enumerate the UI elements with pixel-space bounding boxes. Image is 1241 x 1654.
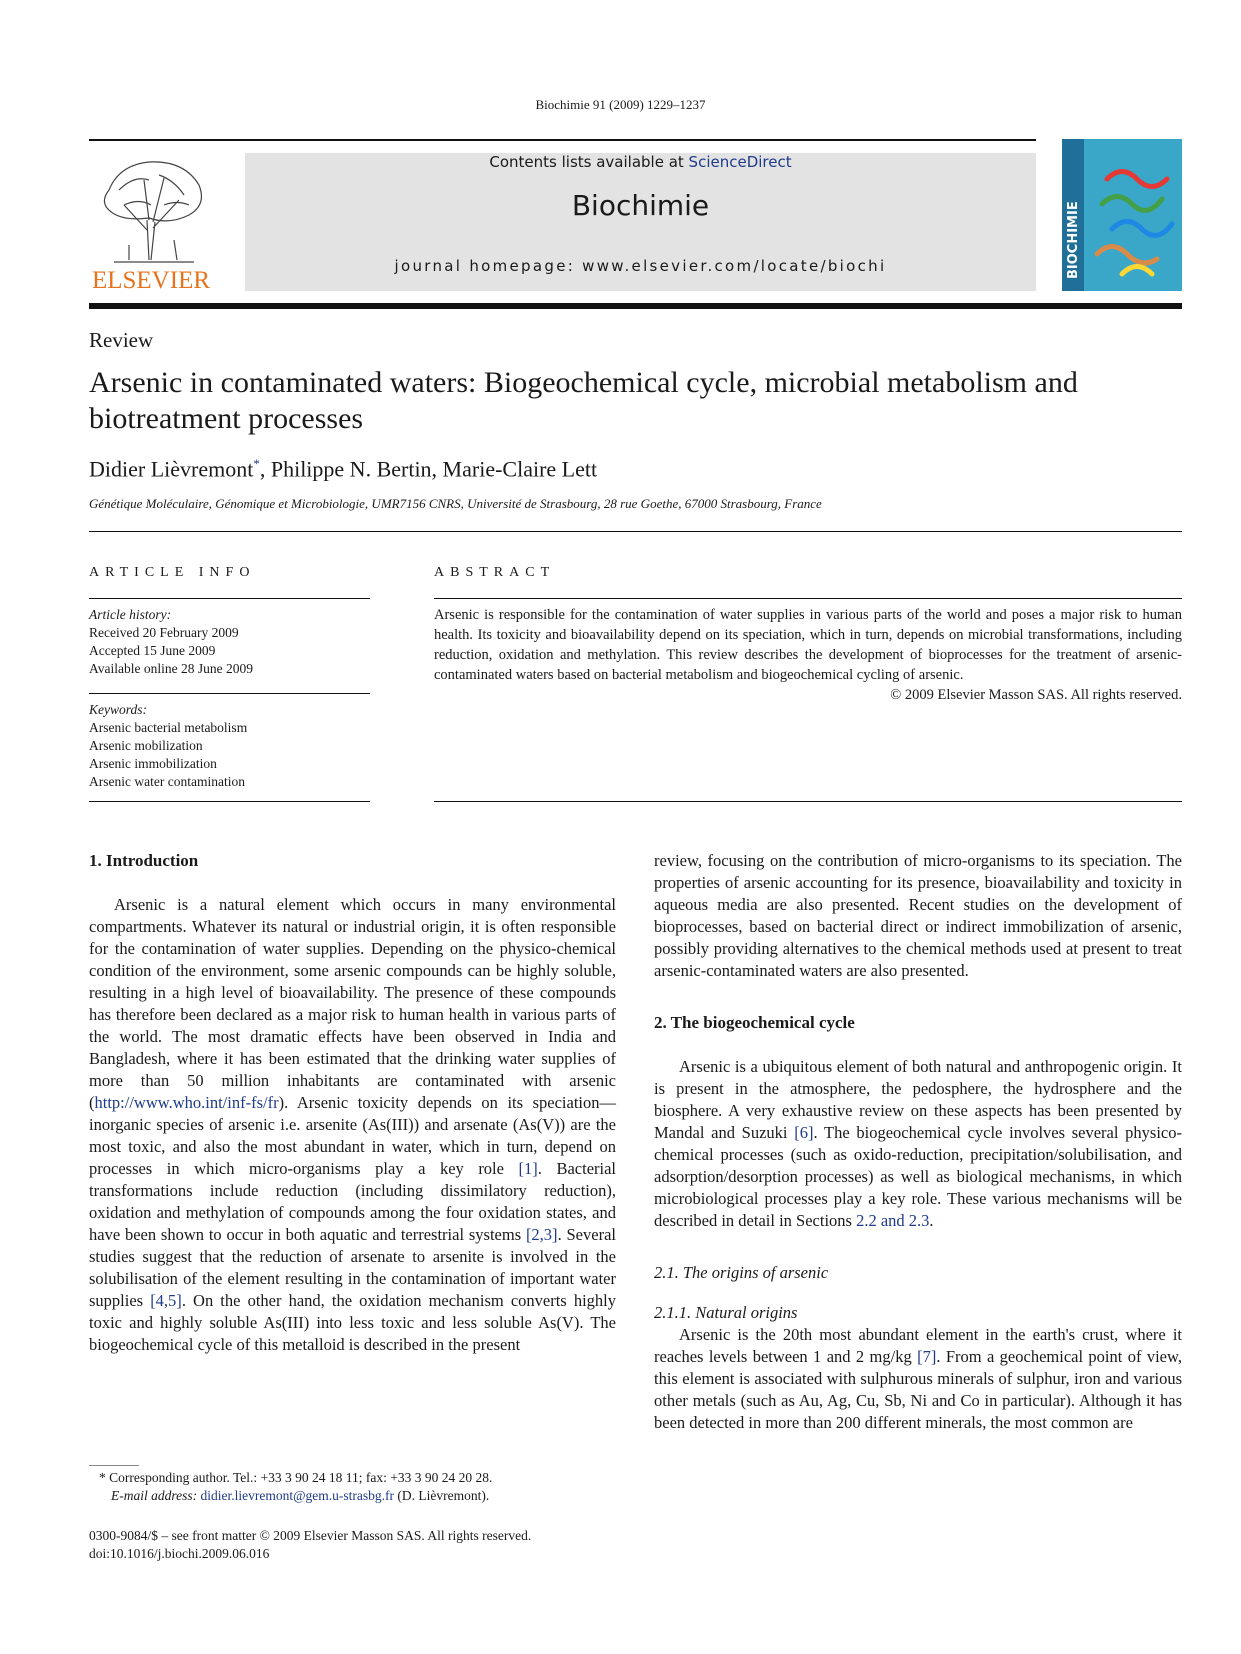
email-link[interactable]: didier.lievremont@gem.u-strasbg.fr	[200, 1488, 395, 1503]
journal-name: Biochimie	[571, 189, 710, 222]
sciencedirect-link[interactable]: ScienceDirect	[688, 153, 792, 171]
affiliation: Génétique Moléculaire, Génomique et Microbiologie, UMR7156 CNRS, Université de Strasbourg, 28 rue Goethe, 67000 Strasbourg, France	[89, 496, 822, 511]
header-thick-rule	[89, 303, 1182, 309]
divider	[89, 693, 370, 694]
article-title: Arsenic in contaminated waters: Biogeochemical cycle, microbial metabolism and biotreatment processes	[89, 366, 1078, 435]
section-link[interactable]: 2.2 and 2.3	[856, 1211, 930, 1230]
divider	[434, 598, 1182, 599]
paragraph: review, focusing on the contribution of micro-organisms to its speciation. The properties of arsenic accounting for its presence, bioavailability and toxicity in aqueous media are also presented. Recent studies on the development of bioprocesses, based on bacterial direct or indirect immobilization of arsenic, possibly providing alternatives to the chemical methods used at present to treat arsenic-contaminated waters are also presented.	[654, 851, 1182, 980]
abstract-copyright: © 2009 Elsevier Masson SAS. All rights reserved.	[890, 687, 1182, 703]
journal-homepage[interactable]: journal homepage: www.elsevier.com/locate/biochi	[394, 257, 887, 275]
reference-link[interactable]: [7]	[917, 1347, 937, 1366]
header-rule	[89, 139, 1036, 141]
keyword-item: Arsenic mobilization	[89, 738, 203, 753]
journal-cover	[1062, 139, 1182, 291]
reference-link[interactable]: [4,5]	[150, 1291, 182, 1310]
divider	[434, 801, 1182, 802]
divider	[89, 801, 370, 802]
article-history: Article history: Received 20 February 2009 Accepted 15 June 2009 Available online 28 June 2009	[89, 607, 253, 676]
journal-banner	[245, 153, 1036, 291]
reference-link[interactable]: [6]	[794, 1123, 814, 1142]
front-matter	[89, 1527, 531, 1563]
subsection-heading: 2.1. The origins of arsenic	[654, 1263, 829, 1282]
body-column-left	[89, 850, 616, 1356]
keyword-item: Arsenic bacterial metabolism	[89, 720, 248, 735]
section-heading: 1. Introduction	[89, 851, 199, 870]
keywords: Keywords: Arsenic bacterial metabolism Arsenic mobilization Arsenic immobilization Arsenic water contamination	[89, 702, 248, 789]
paragraph: Arsenic is a natural element which occurs in many environmental compartments. Whatever its natural or industrial origin, it is often responsible for the contamination of water supplies. Depending on the physico-chemical condition of the environment, some arsenic compounds can be highly soluble, resulting in a high level of bioavailability. The presence of these compounds has therefore been declared as a major risk to human health in various parts of the world. The most dramatic effects have been observed in India and Bangladesh, where it has been estimated that the drinking water supplies of more than 50 million inhabitants are contaminated with arsenic (http://www.who.int/inf-fs/fr). Arsenic toxicity depends on its speciation—inorganic species of arsenic i.e. arsenite (As(III)) and arsenate (As(V)) are the most toxic, and also the most abundant in water, which in turn, depend on processes in which micro-organisms play a key role [1]. Bacterial transformations include reduction (including dissimilatory reduction), oxidation and methylation of compounds among the four oxidation states, and have been shown to occur in both aquatic and terrestrial systems [2,3]. Several studies suggest that the reduction of arsenate to arsenite is involved in the solubilisation of the element resulting in the contamination of important water supplies [4,5]. On the other hand, the oxidation mechanism converts highly toxic and highly soluble As(III) into less toxic and less soluble As(V). The biogeochemical cycle of this metalloid is described in the present	[89, 895, 617, 1354]
paragraph: Arsenic is a ubiquitous element of both natural and anthropogenic origin. It is present in the atmosphere, the pedosphere, the hydrosphere and the biosphere. A very exhaustive review on these aspects has been presented by Mandal and Suzuki [6]. The biogeochemical cycle involves several physico-chemical processes (such as oxido-reduction, precipitation/solubilisation, and adsorption/desorption processes) as well as biological mechanisms, in which microbiological processes play a key role. These various mechanisms will be described in detail in Sections 2.2 and 2.3.	[654, 1057, 1183, 1230]
footnote	[89, 1469, 629, 1505]
history-item: Received 20 February 2009	[89, 625, 239, 640]
reference-link[interactable]: [2,3]	[525, 1225, 558, 1244]
divider	[89, 598, 370, 599]
footnote-email: E-mail address: didier.lievremont@gem.u-strasbg.fr (D. Lièvremont).	[111, 1488, 490, 1503]
history-item: Accepted 15 June 2009	[89, 643, 216, 658]
footnote-corresponding: * Corresponding author. Tel.: +33 3 90 24 18 11; fax: +33 3 90 24 20 28.	[99, 1470, 493, 1485]
abstract-text: Arsenic is responsible for the contamination of water supplies in various parts of the world and poses a major risk to human health. Its toxicity and bioavailability depend on its speciation, which in turn, depends on microbial transformations, including reduction, oxidation and methylation. This review describes the development of bioprocesses for the treatment of arsenic-contaminated waters based on bacterial metabolism and biogeochemical cycling of arsenic.	[434, 607, 1182, 683]
reference-link[interactable]: [1]	[518, 1159, 538, 1178]
svg-text:BIOCHIMIE: BIOCHIMIE	[1066, 201, 1081, 279]
keyword-item: Arsenic immobilization	[89, 756, 217, 771]
paragraph: Arsenic is the 20th most abundant element in the earth's crust, where it reaches levels between 1 and 2 mg/kg [7]. From a geochemical point of view, this element is associated with sulphurous minerals of sulphur, iron and various other metals (such as Au, Ag, Cu, Sb, Ni and Co in particular). Although it has been detected in more than 200 different minerals, the most common are	[654, 1325, 1182, 1432]
svg-text:ELSEVIER: ELSEVIER	[91, 267, 211, 293]
elsevier-logo	[89, 150, 214, 293]
section-heading: 2. The biogeochemical cycle	[654, 1013, 855, 1032]
doi[interactable]: doi:10.1016/j.biochi.2009.06.016	[89, 1546, 270, 1561]
keyword-item: Arsenic water contamination	[89, 774, 245, 789]
article-type: Review	[89, 328, 154, 352]
divider	[89, 531, 1182, 532]
article-info-heading: ARTICLE INFO	[89, 565, 256, 580]
who-link[interactable]: http://www.who.int/inf-fs/fr	[94, 1093, 279, 1112]
history-item: Available online 28 June 2009	[89, 661, 253, 676]
front-matter-text: 0300-9084/$ – see front matter © 2009 Elsevier Masson SAS. All rights reserved.	[89, 1528, 532, 1543]
subsubsection-heading: 2.1.1. Natural origins	[654, 1303, 798, 1322]
abstract-heading: ABSTRACT	[434, 565, 556, 580]
body-column-right	[654, 850, 1182, 1434]
footnote-rule	[89, 1465, 139, 1466]
abstract-body	[434, 605, 1182, 705]
journal-citation: Biochimie 91 (2009) 1229–1237	[535, 97, 706, 112]
corresponding-author-mark[interactable]: *	[253, 456, 260, 471]
author-list: Didier Lièvremont*, Philippe N. Bertin, Marie-Claire Lett	[89, 456, 598, 482]
contents-line: Contents lists available at ScienceDirect	[489, 153, 792, 171]
